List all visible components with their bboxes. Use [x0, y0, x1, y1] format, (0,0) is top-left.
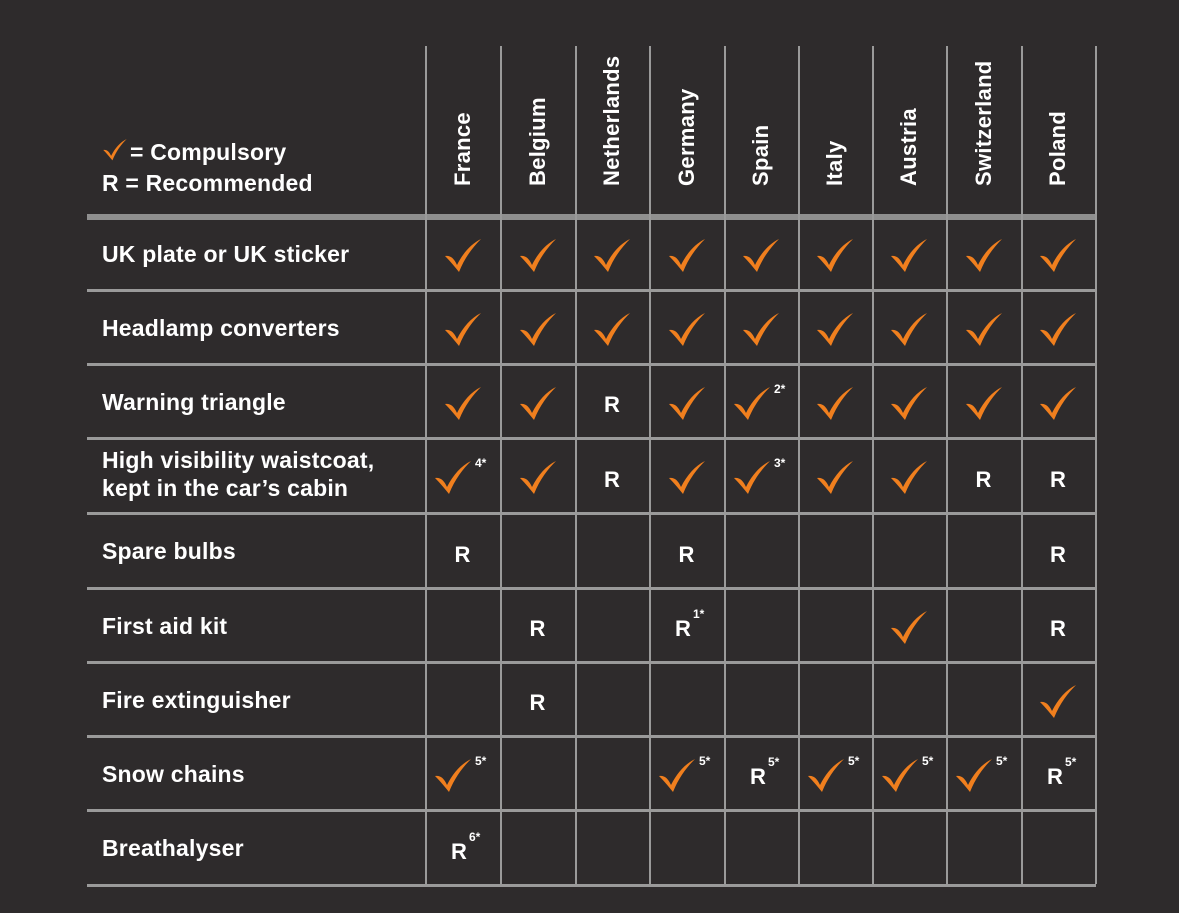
- footnote-marker: 4*: [475, 456, 487, 470]
- row-label-snow-chains: [102, 760, 245, 788]
- row-label-line: High visibility waistcoat,: [102, 447, 375, 473]
- footnote-marker: 5*: [1065, 755, 1077, 769]
- footnote-marker: 2*: [774, 381, 786, 396]
- checkmark-icon: [732, 386, 772, 422]
- checkmark-icon: [815, 312, 855, 348]
- cell-switzerland-compulsory: [946, 292, 1021, 363]
- cell-belgium-compulsory: [500, 219, 575, 289]
- legend-compulsory-text: = Compulsory: [130, 139, 287, 165]
- row-label-line: Breathalyser: [102, 835, 244, 861]
- row-label-fire-extinguisher: [102, 686, 291, 714]
- recommended-mark: R: [1050, 616, 1066, 641]
- row-label-line: kept in the car’s cabin: [102, 475, 349, 501]
- footnote-marker: 5*: [475, 753, 487, 768]
- cell-france-compulsory: [425, 219, 500, 289]
- recommended-mark: R: [750, 764, 766, 789]
- cell-germany-compulsory: [649, 738, 724, 809]
- checkmark-icon: [667, 312, 707, 348]
- cell-germany-compulsory: [649, 440, 724, 512]
- column-header-france: [425, 40, 500, 212]
- row-divider: [87, 809, 1096, 812]
- cell-belgium-recommended: [500, 590, 575, 661]
- cell-belgium-compulsory: [500, 292, 575, 363]
- country-label: Belgium: [524, 97, 550, 186]
- row-label-headlamp-converters: [102, 314, 340, 342]
- cell-poland-recommended: [1021, 590, 1095, 661]
- cell-france-compulsory: [425, 738, 500, 809]
- country-label: Netherlands: [599, 55, 624, 186]
- cell-germany-recommended: [649, 590, 724, 661]
- column-header-netherlands: [575, 40, 649, 212]
- recommended-mark: R: [975, 466, 992, 492]
- row-label-line: Fire extinguisher: [102, 686, 291, 713]
- row-divider: [87, 884, 1096, 887]
- footnote-marker: 5*: [922, 753, 934, 768]
- cell-belgium-compulsory: [500, 440, 575, 512]
- cell-belgium-recommended: [500, 664, 575, 735]
- row-divider: [87, 661, 1096, 664]
- checkmark-icon: [102, 138, 128, 169]
- row-label-line: Snow chains: [102, 760, 245, 787]
- checkmark-icon: [443, 238, 483, 274]
- row-label-line: UK plate or UK sticker: [102, 241, 350, 267]
- checkmark-icon: [667, 238, 707, 274]
- row-divider: [87, 512, 1096, 515]
- cell-austria-compulsory: [872, 219, 946, 289]
- cell-spain-compulsory: [724, 440, 798, 512]
- cell-france-recommended: [425, 515, 500, 587]
- cell-spain-compulsory: [724, 219, 798, 289]
- recommended-mark: R: [451, 838, 467, 864]
- cell-germany-compulsory: [649, 366, 724, 437]
- column-header-austria: [872, 40, 946, 212]
- cell-france-recommended: [425, 812, 500, 884]
- checkmark-icon: [806, 758, 846, 794]
- checkmark-icon: [889, 312, 929, 348]
- checkmark-icon: [592, 312, 632, 348]
- recommended-mark: R: [604, 466, 620, 492]
- checkmark-icon: [1038, 312, 1078, 348]
- cell-switzerland-compulsory: [946, 219, 1021, 289]
- checkmark-icon: [657, 758, 697, 794]
- checkmark-icon: [889, 238, 929, 274]
- row-label-line: Warning triangle: [102, 388, 286, 415]
- column-header-italy: [798, 40, 872, 212]
- recommended-mark: R: [529, 616, 546, 641]
- recommended-mark: R: [1050, 541, 1066, 567]
- recommended-mark: R: [1047, 764, 1063, 789]
- cell-austria-compulsory: [872, 590, 946, 661]
- cell-switzerland-compulsory: [946, 738, 1021, 809]
- row-label-breathalyser: [102, 834, 244, 862]
- checkmark-icon: [433, 758, 473, 794]
- column-header-belgium: [500, 40, 575, 212]
- row-label-line: Spare bulbs: [102, 538, 236, 564]
- cell-poland-compulsory: [1021, 664, 1095, 735]
- row-label-line: Headlamp converters: [102, 314, 340, 341]
- checkmark-icon: [518, 386, 558, 422]
- legend-recommended: R = Recommended: [102, 170, 313, 196]
- column-header-poland: [1021, 40, 1095, 212]
- cell-switzerland-compulsory: [946, 366, 1021, 437]
- cell-poland-compulsory: [1021, 292, 1095, 363]
- legend-compulsory: [102, 138, 313, 169]
- cell-austria-compulsory: [872, 366, 946, 437]
- footnote-marker: 5*: [996, 753, 1008, 768]
- cell-france-compulsory: [425, 292, 500, 363]
- column-header-spain: [724, 40, 798, 212]
- checkmark-icon: [518, 238, 558, 274]
- cell-italy-compulsory: [798, 219, 872, 289]
- country-label: France: [449, 112, 475, 186]
- cell-austria-compulsory: [872, 738, 946, 809]
- checkmark-icon: [518, 312, 558, 348]
- checkmark-icon: [1038, 386, 1078, 422]
- cell-spain-recommended: [724, 738, 798, 809]
- checkmark-icon: [964, 238, 1004, 274]
- cell-italy-compulsory: [798, 738, 872, 809]
- recommended-mark: R: [678, 541, 695, 567]
- cell-netherlands-compulsory: [575, 292, 649, 363]
- checkmark-icon: [1038, 684, 1078, 720]
- recommended-mark: R: [1050, 466, 1066, 492]
- checkmark-icon: [889, 460, 929, 496]
- footnote-marker: 6*: [469, 829, 481, 844]
- checkmark-icon: [592, 238, 632, 274]
- cell-france-compulsory: [425, 366, 500, 437]
- country-label: Italy: [822, 140, 847, 186]
- checkmark-icon: [815, 238, 855, 274]
- country-label: Germany: [673, 88, 699, 186]
- country-label: Spain: [748, 124, 773, 186]
- cell-germany-compulsory: [649, 219, 724, 289]
- cell-italy-compulsory: [798, 366, 872, 437]
- checkmark-icon: [889, 386, 929, 422]
- legend: [102, 138, 313, 198]
- cell-germany-compulsory: [649, 292, 724, 363]
- cell-poland-recommended: [1021, 738, 1095, 809]
- column-header-switzerland: [946, 40, 1021, 212]
- checkmark-icon: [732, 460, 772, 496]
- cell-austria-compulsory: [872, 440, 946, 512]
- cell-italy-compulsory: [798, 292, 872, 363]
- checkmark-icon: [443, 312, 483, 348]
- column-divider: [1095, 46, 1097, 884]
- footnote-marker: 3*: [774, 456, 786, 470]
- row-label-first-aid-kit: [102, 612, 227, 640]
- cell-spain-compulsory: [724, 292, 798, 363]
- checkmark-icon: [741, 312, 781, 348]
- cell-netherlands-compulsory: [575, 219, 649, 289]
- cell-netherlands-recommended: [575, 440, 649, 512]
- recommended-mark: R: [454, 541, 471, 567]
- recommended-mark: R: [529, 690, 546, 715]
- country-label: Switzerland: [970, 60, 996, 186]
- checkmark-icon: [741, 238, 781, 274]
- recommended-mark: R: [604, 392, 620, 417]
- row-label-high-visibility-waistcoat-kept-in-the-car-s-cabin: [102, 446, 374, 502]
- checkmark-icon: [1038, 238, 1078, 274]
- checkmark-icon: [667, 460, 707, 496]
- cell-germany-recommended: [649, 515, 724, 587]
- row-label-warning-triangle: [102, 388, 286, 416]
- cell-netherlands-recommended: [575, 366, 649, 437]
- cell-italy-compulsory: [798, 440, 872, 512]
- cell-spain-compulsory: [724, 366, 798, 437]
- checkmark-icon: [815, 460, 855, 496]
- checkmark-icon: [880, 758, 920, 794]
- checkmark-icon: [518, 460, 558, 496]
- footnote-marker: 5*: [768, 755, 780, 769]
- recommended-mark: R: [675, 616, 691, 641]
- checkmark-icon: [964, 386, 1004, 422]
- checkmark-icon: [443, 386, 483, 422]
- checkmark-icon: [433, 460, 473, 496]
- country-label: Austria: [896, 108, 921, 186]
- footnote-marker: 5*: [848, 753, 860, 768]
- row-label-uk-plate-or-uk-sticker: [102, 240, 349, 268]
- footnote-marker: 5*: [699, 753, 711, 768]
- row-label-spare-bulbs: [102, 537, 236, 565]
- cell-poland-compulsory: [1021, 219, 1095, 289]
- cell-poland-compulsory: [1021, 366, 1095, 437]
- cell-austria-compulsory: [872, 292, 946, 363]
- country-label: Poland: [1045, 110, 1070, 186]
- checkmark-icon: [889, 610, 929, 646]
- checkmark-icon: [954, 758, 994, 794]
- checkmark-icon: [667, 386, 707, 422]
- cell-switzerland-recommended: [946, 440, 1021, 512]
- checkmark-icon: [964, 312, 1004, 348]
- cell-poland-recommended: [1021, 515, 1095, 587]
- column-header-germany: [649, 40, 724, 212]
- cell-france-compulsory: [425, 440, 500, 512]
- cell-poland-recommended: [1021, 440, 1095, 512]
- checkmark-icon: [815, 386, 855, 422]
- footnote-marker: 1*: [693, 607, 705, 621]
- row-label-line: First aid kit: [102, 612, 228, 639]
- cell-belgium-compulsory: [500, 366, 575, 437]
